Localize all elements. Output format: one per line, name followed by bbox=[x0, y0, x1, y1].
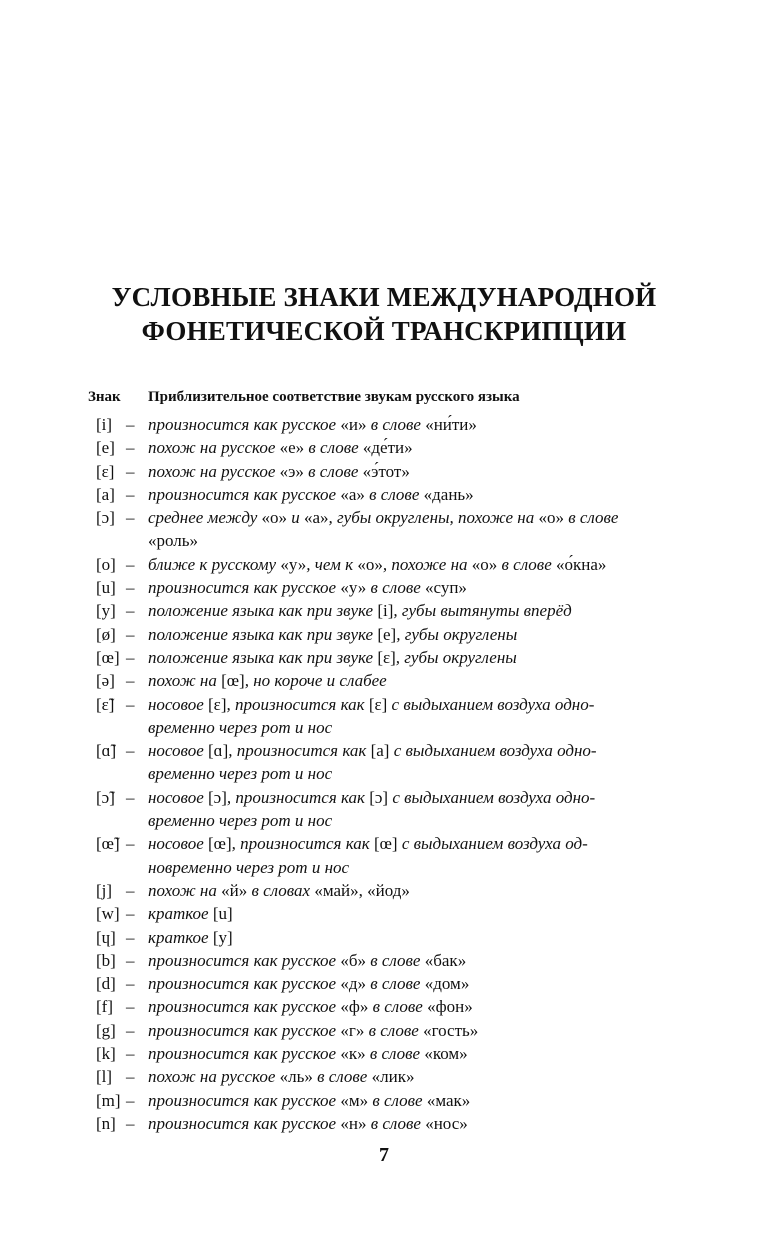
example-text: «ни́ти» bbox=[425, 415, 477, 434]
list-item bbox=[96, 902, 666, 925]
example-text: [ɔ] bbox=[208, 787, 227, 807]
description-text: в слове bbox=[366, 950, 425, 970]
description-text: произносится как русское bbox=[148, 484, 341, 504]
dash-separator: – bbox=[126, 415, 135, 434]
example-text: [ɛ] bbox=[377, 647, 396, 667]
description-line bbox=[148, 506, 666, 529]
sound-description bbox=[148, 995, 666, 1018]
description-text: в слове bbox=[366, 578, 426, 598]
description-text: , губы округлены, похоже на bbox=[328, 508, 539, 528]
list-item bbox=[96, 623, 666, 646]
description-line bbox=[148, 623, 666, 646]
example-text: «де́ти» bbox=[362, 438, 413, 458]
description-text: , произносится как bbox=[226, 694, 369, 714]
description-line bbox=[148, 1042, 666, 1065]
description-line bbox=[148, 483, 666, 506]
dash-separator: – bbox=[126, 578, 135, 598]
transcription-symbol: [j] bbox=[96, 880, 113, 900]
example-text: [œ] bbox=[373, 834, 398, 854]
example-text: «д» bbox=[340, 974, 366, 994]
description-text: , губы округлены bbox=[395, 647, 517, 667]
description-text: похож на bbox=[148, 880, 222, 900]
page-title-line-2: ФОНЕТИЧЕСКОЙ ТРАНСКРИПЦИИ bbox=[141, 316, 627, 346]
description-line bbox=[148, 693, 666, 716]
example-text: «мак» bbox=[426, 1090, 471, 1110]
sound-description bbox=[148, 926, 666, 949]
example-text: «к» bbox=[340, 1044, 366, 1064]
list-item bbox=[96, 1042, 666, 1065]
example-text: [ɛ] bbox=[368, 694, 388, 714]
description-text: носовое bbox=[148, 787, 209, 807]
description-line bbox=[148, 902, 666, 925]
list-item bbox=[96, 436, 666, 459]
list-item bbox=[96, 926, 666, 949]
description-text: , произносится как bbox=[231, 834, 374, 854]
example-text: «а» bbox=[304, 508, 329, 528]
example-text: «н» bbox=[340, 1113, 367, 1133]
description-text: произносится как русское bbox=[148, 974, 341, 994]
transcription-symbol: [k] bbox=[96, 1044, 116, 1064]
description-text: носовое bbox=[148, 694, 209, 714]
sound-description bbox=[148, 506, 666, 553]
sound-description bbox=[148, 553, 666, 576]
sound-description bbox=[148, 832, 666, 879]
transcription-symbol: [ɛ] bbox=[96, 461, 115, 481]
transcription-symbol: [a] bbox=[96, 484, 115, 504]
description-text: , произносится как bbox=[226, 787, 370, 807]
description-text: в слове bbox=[366, 415, 426, 434]
list-item bbox=[96, 995, 666, 1018]
sound-description bbox=[148, 646, 666, 669]
description-line bbox=[148, 436, 666, 459]
list-item bbox=[96, 460, 666, 483]
example-text: [i] bbox=[377, 601, 394, 621]
description-text: , но короче и слабее bbox=[244, 671, 387, 691]
transcription-symbol: [ø] bbox=[96, 624, 116, 644]
description-line bbox=[148, 972, 666, 995]
list-item bbox=[96, 669, 666, 692]
description-text: произносится как русское bbox=[148, 578, 341, 598]
dash-separator: – bbox=[126, 694, 135, 714]
dash-separator: – bbox=[126, 508, 135, 528]
description-text: в слове bbox=[364, 484, 424, 504]
description-line bbox=[148, 739, 666, 762]
example-text: «ф» bbox=[340, 997, 369, 1017]
description-text: краткое bbox=[148, 904, 213, 924]
header-correspondence: Приблизительное соответствие звукам русского языка bbox=[148, 389, 520, 405]
example-text: «ком» bbox=[424, 1044, 468, 1064]
example-text: «лик» bbox=[371, 1067, 415, 1087]
example-text: «о» bbox=[471, 554, 498, 574]
dash-separator: – bbox=[126, 834, 135, 854]
description-text: произносится как русское bbox=[148, 415, 341, 434]
description-text: произносится как русское bbox=[148, 1090, 341, 1110]
sound-description bbox=[148, 1112, 666, 1135]
description-line bbox=[148, 949, 666, 972]
description-text: , похоже на bbox=[382, 554, 472, 574]
transcription-symbol: [o] bbox=[96, 554, 116, 574]
transcription-symbol: [f] bbox=[96, 997, 113, 1017]
example-text: «б» bbox=[340, 950, 366, 970]
example-text: «дань» bbox=[423, 484, 474, 504]
sound-description bbox=[148, 460, 666, 483]
list-item bbox=[96, 832, 666, 879]
description-text: с выдыханием воздуха одно- bbox=[389, 741, 597, 761]
transcription-symbol: [b] bbox=[96, 950, 116, 970]
description-text: произносится как русское bbox=[148, 1113, 341, 1133]
description-text: носовое bbox=[148, 741, 209, 761]
description-line bbox=[148, 1065, 666, 1088]
sound-description bbox=[148, 576, 666, 599]
description-line bbox=[148, 832, 666, 855]
description-line bbox=[148, 669, 666, 692]
description-text: с выдыханием воздуха одно- bbox=[387, 694, 595, 714]
example-text: «и» bbox=[340, 415, 367, 434]
example-text: «м» bbox=[340, 1090, 369, 1110]
description-text: в слове bbox=[497, 554, 556, 574]
description-text: временно через рот и нос bbox=[148, 717, 333, 737]
sound-description bbox=[148, 483, 666, 506]
example-text: [u] bbox=[212, 904, 233, 924]
example-text: [œ] bbox=[221, 671, 245, 691]
page-title-line-1: УСЛОВНЫЕ ЗНАКИ МЕЖДУНАРОДНОЙ bbox=[111, 282, 657, 312]
description-line bbox=[148, 1089, 666, 1112]
description-text: носовое bbox=[148, 834, 209, 854]
example-text: «о» bbox=[261, 508, 287, 528]
description-line bbox=[148, 926, 666, 949]
dash-separator: – bbox=[126, 461, 135, 481]
example-text: «у» bbox=[280, 554, 307, 574]
sound-description bbox=[148, 1089, 666, 1112]
example-text: «г» bbox=[340, 1020, 365, 1040]
table-header bbox=[88, 387, 520, 407]
dash-separator: – bbox=[126, 1090, 135, 1110]
list-item bbox=[96, 786, 666, 833]
transcription-symbol: [ɑ̃] bbox=[96, 741, 117, 761]
sound-description bbox=[148, 1065, 666, 1088]
dash-separator: – bbox=[126, 438, 135, 458]
description-text: с выдыханием воздуха од- bbox=[397, 834, 588, 854]
example-text: «май», «йод» bbox=[314, 880, 410, 900]
page-number: 7 bbox=[379, 1144, 389, 1166]
description-text: положение языка как при звуке bbox=[148, 601, 378, 621]
list-item bbox=[96, 1019, 666, 1042]
description-line bbox=[148, 599, 666, 622]
transcription-symbol: [w] bbox=[96, 904, 120, 924]
description-text: новременно через рот и нос bbox=[148, 857, 350, 877]
description-text: в слове bbox=[364, 1020, 424, 1040]
description-text: в слове bbox=[563, 508, 619, 528]
sound-description bbox=[148, 599, 666, 622]
example-text: [a] bbox=[370, 741, 390, 761]
example-text: «о́кна» bbox=[556, 554, 607, 574]
description-text: с выдыханием воздуха одно- bbox=[388, 787, 596, 807]
example-text: «й» bbox=[221, 880, 248, 900]
example-text: [ɑ] bbox=[208, 741, 229, 761]
transcription-symbol: [ɔ̃] bbox=[96, 787, 115, 807]
example-text: «э́тот» bbox=[362, 461, 410, 481]
example-text: [e] bbox=[377, 624, 397, 644]
description-text: положение языка как при звуке bbox=[148, 647, 378, 667]
description-line bbox=[148, 716, 666, 739]
example-text: «ль» bbox=[279, 1067, 313, 1087]
dash-separator: – bbox=[126, 997, 135, 1017]
description-line bbox=[148, 529, 666, 552]
description-line bbox=[148, 460, 666, 483]
description-text: ближе к русскому bbox=[148, 554, 281, 574]
list-item bbox=[96, 506, 666, 553]
dash-separator: – bbox=[126, 1067, 135, 1087]
description-text: временно через рот и нос bbox=[148, 764, 333, 784]
dash-separator: – bbox=[126, 601, 135, 621]
example-text: [œ] bbox=[208, 834, 232, 854]
dash-separator: – bbox=[126, 1113, 135, 1133]
sound-description bbox=[148, 693, 666, 740]
description-line bbox=[148, 809, 666, 832]
description-line bbox=[148, 576, 666, 599]
sound-description bbox=[148, 739, 666, 786]
sound-description bbox=[148, 879, 666, 902]
list-item bbox=[96, 693, 666, 740]
description-line bbox=[148, 856, 666, 879]
sound-description bbox=[148, 623, 666, 646]
dash-separator: – bbox=[126, 647, 135, 667]
sound-description bbox=[148, 902, 666, 925]
description-text: в слове bbox=[366, 1113, 426, 1133]
description-text: в слове bbox=[303, 461, 363, 481]
description-line bbox=[148, 879, 666, 902]
dash-separator: – bbox=[126, 880, 135, 900]
list-item bbox=[96, 949, 666, 972]
dash-separator: – bbox=[126, 927, 135, 947]
sound-description bbox=[148, 972, 666, 995]
description-line bbox=[148, 995, 666, 1018]
description-line bbox=[148, 646, 666, 669]
transcription-symbol: [ɥ] bbox=[96, 927, 116, 947]
list-item bbox=[96, 576, 666, 599]
list-item bbox=[96, 1065, 666, 1088]
description-text: и bbox=[287, 508, 304, 528]
dash-separator: – bbox=[126, 624, 135, 644]
list-item bbox=[96, 599, 666, 622]
example-text: «фон» bbox=[427, 997, 473, 1017]
description-text: , произносится как bbox=[228, 741, 371, 761]
list-item bbox=[96, 1089, 666, 1112]
sound-description bbox=[148, 1042, 666, 1065]
description-text: в слове bbox=[365, 1044, 425, 1064]
description-line bbox=[148, 762, 666, 785]
dash-separator: – bbox=[126, 484, 135, 504]
list-item bbox=[96, 739, 666, 786]
header-sign: Знак bbox=[88, 389, 121, 405]
description-text: в слове bbox=[366, 974, 425, 994]
example-text: «дом» bbox=[424, 974, 470, 994]
description-text: в слове bbox=[304, 438, 363, 458]
example-text: «а» bbox=[340, 484, 365, 504]
sound-description bbox=[148, 436, 666, 459]
description-text: положение языка как при звуке bbox=[148, 624, 378, 644]
transcription-symbol: [u] bbox=[96, 578, 116, 598]
description-line bbox=[148, 1112, 666, 1135]
list-item bbox=[96, 972, 666, 995]
description-text: , губы округлены bbox=[396, 624, 518, 644]
description-text: похож на русское bbox=[148, 1067, 280, 1087]
dash-separator: – bbox=[126, 787, 135, 807]
example-text: «нос» bbox=[425, 1113, 468, 1133]
transcription-symbol: [i] bbox=[96, 415, 113, 434]
dash-separator: – bbox=[126, 741, 135, 761]
description-line bbox=[148, 413, 666, 436]
description-text: в слове bbox=[368, 997, 428, 1017]
example-text: [ɛ] bbox=[208, 694, 227, 714]
list-item bbox=[96, 1112, 666, 1135]
description-text: , чем к bbox=[306, 554, 358, 574]
description-text: похож на русское bbox=[148, 438, 280, 458]
list-item bbox=[96, 553, 666, 576]
dash-separator: – bbox=[126, 1020, 135, 1040]
description-text: произносится как русское bbox=[148, 950, 341, 970]
transcription-symbol: [l] bbox=[96, 1067, 113, 1087]
transcription-symbol: [ɛ̃] bbox=[96, 694, 115, 714]
list-item bbox=[96, 646, 666, 669]
transcription-symbol: [y] bbox=[96, 601, 116, 621]
list-item bbox=[96, 879, 666, 902]
example-text: «у» bbox=[340, 578, 367, 598]
example-text: «гость» bbox=[423, 1020, 479, 1040]
example-text: «суп» bbox=[425, 578, 467, 598]
example-text: «е» bbox=[279, 438, 305, 458]
description-text: похож на bbox=[148, 671, 222, 691]
dash-separator: – bbox=[126, 671, 135, 691]
description-text: похож на русское bbox=[148, 461, 280, 481]
transcription-symbol: [n] bbox=[96, 1113, 116, 1133]
dash-separator: – bbox=[126, 1044, 135, 1064]
description-text: среднее между bbox=[148, 508, 262, 528]
sound-description bbox=[148, 786, 666, 833]
description-text: временно через рот и нос bbox=[148, 811, 333, 831]
list-item bbox=[96, 413, 666, 436]
description-text: в слове bbox=[368, 1090, 427, 1110]
description-text: , губы вытянуты вперёд bbox=[393, 601, 572, 621]
sound-description bbox=[148, 669, 666, 692]
description-line bbox=[148, 786, 666, 809]
transcription-symbol: [ə] bbox=[96, 671, 115, 691]
description-text: в словах bbox=[247, 880, 315, 900]
description-text: произносится как русское bbox=[148, 1020, 341, 1040]
transcription-symbol: [ɔ] bbox=[96, 508, 115, 528]
example-text: «о» bbox=[357, 554, 383, 574]
sound-description bbox=[148, 413, 666, 436]
transcription-symbol: [œ] bbox=[96, 647, 120, 667]
dash-separator: – bbox=[126, 950, 135, 970]
dash-separator: – bbox=[126, 904, 135, 924]
transcription-symbol: [m] bbox=[96, 1090, 121, 1110]
example-text: «роль» bbox=[148, 531, 199, 551]
description-line bbox=[148, 553, 666, 576]
description-text: произносится как русское bbox=[148, 997, 341, 1017]
dash-separator: – bbox=[126, 554, 135, 574]
example-text: [ɔ] bbox=[369, 787, 389, 807]
sound-description bbox=[148, 1019, 666, 1042]
description-text: в слове bbox=[312, 1067, 372, 1087]
page-title bbox=[0, 280, 768, 348]
description-text: произносится как русское bbox=[148, 1044, 341, 1064]
dash-separator: – bbox=[126, 974, 135, 994]
transcription-symbol: [g] bbox=[96, 1020, 116, 1040]
example-text: [y] bbox=[212, 927, 233, 947]
description-text: краткое bbox=[148, 927, 213, 947]
transcription-symbol: [œ̃] bbox=[96, 834, 120, 854]
example-text: «о» bbox=[538, 508, 564, 528]
list-item bbox=[96, 483, 666, 506]
transcription-list bbox=[96, 413, 666, 1135]
sound-description bbox=[148, 949, 666, 972]
example-text: «бак» bbox=[424, 950, 467, 970]
example-text: «э» bbox=[279, 461, 304, 481]
transcription-symbol: [e] bbox=[96, 438, 115, 458]
description-line bbox=[148, 1019, 666, 1042]
transcription-symbol: [d] bbox=[96, 974, 116, 994]
